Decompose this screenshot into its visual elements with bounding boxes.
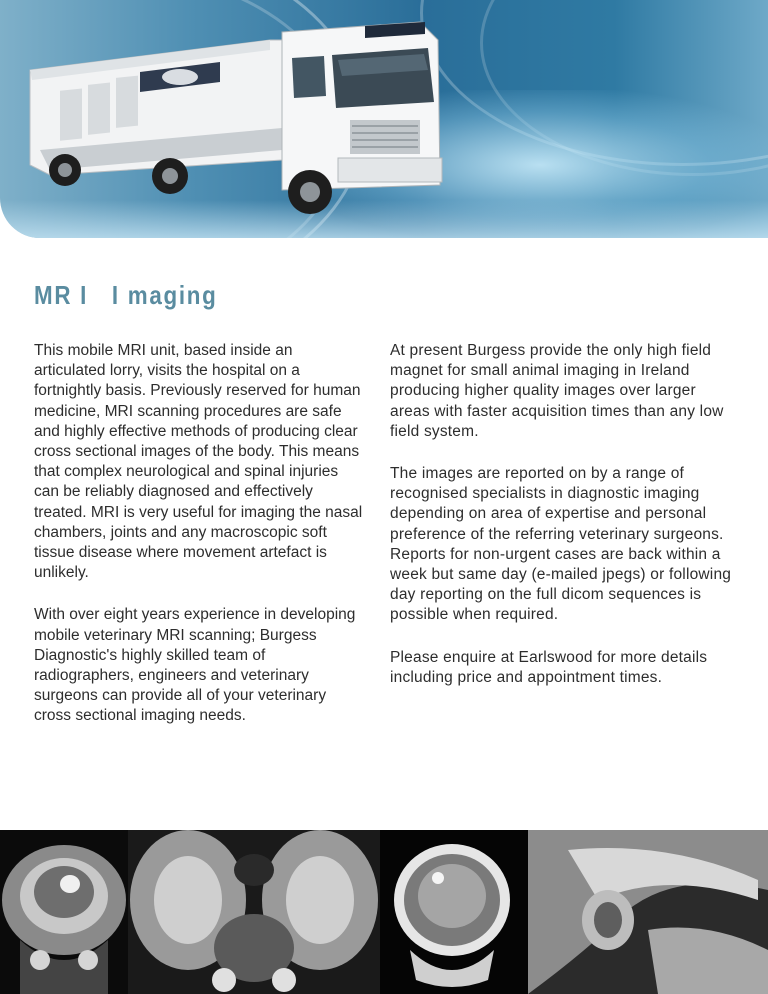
right-text-column bbox=[390, 341, 735, 710]
mri-scan-pelvis bbox=[128, 830, 380, 994]
mri-scan-joint bbox=[528, 830, 768, 994]
left-text-column bbox=[34, 341, 364, 749]
mri-scan-strip bbox=[0, 830, 768, 994]
mri-truck-image bbox=[20, 0, 450, 230]
mri-scan-brain bbox=[0, 830, 128, 994]
mri-scan-skull bbox=[380, 830, 528, 994]
paragraph-enquire: Please enquire at Earlswood for more details including price and appointment times. bbox=[390, 648, 708, 686]
paragraph-mri-unit: This mobile MRI unit, based inside an articulated lorry, visits the hospital on a fortnightly basis. Previously reserved for human medicine, MRI scanning procedures are safe and highly effective methods of producing clear cross sectional images of the body. This means that complex neurological and spinal injuries can be reliably diagnosed and effectively treated. MRI is very useful for imaging the nasal chambers, joints and any macroscopic soft tissue disease where movement artefact is unlikely. bbox=[34, 342, 363, 582]
paragraph-experience: With over eight years experience in developing mobile veterinary MRI scanning; Burgess Diagnostic's highly skilled team of radiographers, engineers and veterinary surgeons can provide all of your veterinary cross sectional imaging needs. bbox=[34, 606, 356, 725]
paragraph-high-field-magnet: At present Burgess provide the only high field magnet for small animal imaging in Ireland producing higher quality images over larger areas with faster acquisition times than any low field system. bbox=[390, 342, 724, 440]
paragraph-reporting: The images are reported on by a range of recognised specialists in diagnostic imaging depending on area of expertise and personal preference of the referring veterinary surgeons. Reports for non-urgent cases are back within a week but same day (e-mailed jpegs) or following day reporting on the full dicom sequences is possible when required. bbox=[390, 465, 732, 624]
page-title: MR I I maging bbox=[34, 280, 218, 310]
header-banner bbox=[0, 0, 768, 238]
